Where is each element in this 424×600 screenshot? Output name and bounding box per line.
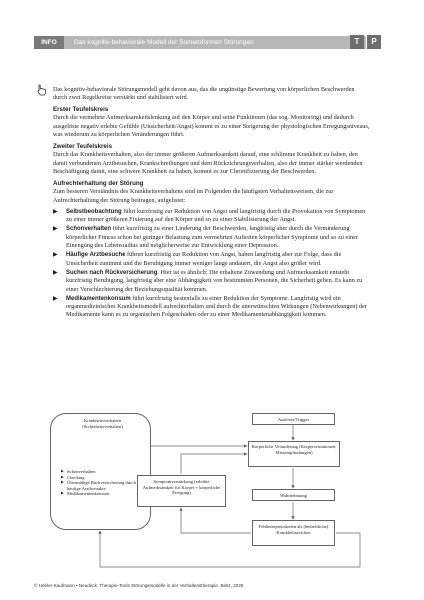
list-item — [53, 295, 370, 320]
list-item-text: führt kurzfristig zur Reduktion von Angst und langfristig durch die Provokation von Symptomen zu einer immer größeren Fixierung auf den Körper und so zu einer Stabilisierung der Angst. — [66, 208, 366, 224]
arrow-amplification-to-body — [181, 454, 247, 474]
list-item-term: Schonverhalten — [66, 226, 112, 233]
intro-paragraph — [53, 86, 370, 103]
list-item-text: . Hier ist es ähnlich: Die erhaltene Zuwendung und Aufmerksamkeit entsteht kurzfristig Beruhigung, langfristig aber eine Abhängigkeit von bestimmten Personen, die Sicherheit geben. Es kann zu einer Verschlechterung der Beziehungsqualität kommen. — [66, 268, 363, 293]
copyright-footer: © Hebler-Kaufmann • Neudeck: Therapie-Tools Störungsmodelle in der Verhaltenstherapie. Beltz, 2025 — [34, 583, 244, 588]
safety-behavior-item: ▶ Medikamentenkonsum — [61, 491, 145, 497]
maintenance-heading: Aufrechterhaltung der Störung — [53, 179, 144, 187]
safety-behavior-item: ▶ Übermäßige Rückversicherung durch häufige Arztkontakte — [61, 480, 145, 491]
list-item-term: Häufige Arztbesuche — [66, 252, 126, 259]
page-title: Das kognitiv-behaviorale Modell der Somatoformen Störungen — [74, 39, 254, 46]
publisher-logo-t: T — [350, 35, 364, 49]
list-item — [53, 208, 370, 225]
pointing-hand-icon — [37, 84, 47, 96]
publisher-logo-p: P — [367, 35, 381, 49]
arrow-bullet-icon: ▶ — [53, 209, 58, 216]
body-change-box: Körperliche Veränderung (Körpersensationen, Missempfindungen) — [248, 441, 340, 467]
safety-behavior-list — [61, 469, 145, 497]
list-item-term: Medikamentenkonsum — [66, 295, 131, 302]
list-item-text: führt kurzfristig zu einer Linderung der Beschwerden, langfristig aber durch die Verminderung körperlicher Fitness schon bei geringer Belastung zum vermehrten Auftreten körperlicher Symptome und so zu einer Einengung des Lebensradius und möglicherweise zur Entwicklung einer Depression. — [66, 225, 358, 250]
symptom-amplification-box: Symptomverstärkung (erhöhte Aufmerksamkeit für Körper + körperliche Erregung) — [137, 475, 226, 507]
list-item — [53, 251, 370, 268]
misinterpretation-box: Fehlinterpretationen als (bedrohliche) Krankheitszeichen — [252, 520, 335, 546]
list-item-text: führen kurzfristig zur Reduktion von Angst, haben langfristig aber zur Folge, dass die Unsicherheit zunimmt und die Beruhigung immer weniger lange andauert, die Angst also größer wird. — [66, 251, 342, 267]
list-item — [53, 269, 370, 294]
safety-behavior-item: ▶ Checking — [61, 475, 145, 481]
arrow-bullet-icon: ▶ — [53, 226, 58, 233]
list-item-text: führt kurzfristig bestenfalls zu einer Reduktion der Symptome. Langfristig wird ein organmedizinisches Krankheitsmodell aufrechterhalten und durch die unerwünschten Wirkungen (Nebenwirkungen) der Medikamente kann es zu organischen Folgeschäden oder zu einer Medikamentenabhängigkeit kommen. — [66, 294, 367, 319]
second-circle-heading: Zweiter Teufelskreis — [53, 142, 113, 150]
second-circle-text: Durch das Krankheitsverhalten, also der immer größeren Aufmerksamkeit darauf, eine schlimme Krankheit zu haben, den damit verbundenen Arztbesuchen, Krankschreibungen und dem Rückzichrungsverhalten, also der immer stärker werdenden Beschäftigung damit, eine schwere Krankheit zu haben, kommt es zur Chronifizierung der Beschwerden. — [53, 151, 363, 176]
first-circle-text: Durch die vermehrte Aufmerksamkeitslenkung auf den Körper und seine Funktionen (das sog. Monitoring) und dadurch ausgelöste negativ erlebte Gefühle (Unsicherheit/Angst) kommt es zu einer Steigerung der physiologischen Erregungsniveaus, was wiederum zu körperlichen Veränderungen führt. — [53, 114, 370, 139]
behavior-list — [53, 208, 370, 320]
arrow-bullet-icon: ▶ — [53, 295, 58, 302]
perception-box: Wahrnehmung — [252, 489, 335, 501]
list-item-term: Suchen nach Rückversicherung — [66, 269, 158, 276]
main-content — [53, 86, 370, 320]
safety-behavior-title: Krankheitsverhalten (Sicherheitsverhalten) — [82, 418, 123, 429]
arrow-bullet-icon: ▶ — [53, 252, 58, 259]
arrow-bullet-icon: ▶ — [53, 269, 58, 276]
maintenance-text: Zum besseren Verständnis des Krankheitsverhaltens sind im Folgenden die häufigsten Verhaltensweisen, die zur Aufrechterhaltung der Störung beitragen, aufgelistet: — [53, 188, 334, 204]
trigger-box: Auslöser/Trigger — [252, 413, 335, 425]
info-tag: INFO — [34, 36, 64, 49]
intro-text: Das kognitiv-behaviorale Störungsmodell geht davon aus, das die ungünstige Bewertung von körperlichen Beschwerden durch zwei Regelkreise verstärkt und stabilisiert wird. — [53, 86, 355, 102]
safety-behavior-item: ▶ Schonverhalten — [61, 469, 145, 475]
first-circle-heading: Erster Teufelskreis — [53, 105, 109, 113]
list-item — [53, 225, 370, 250]
list-item-term: Selbstbeobachtung — [66, 209, 122, 216]
arrow-misinterpretation-to-amplification — [181, 508, 251, 533]
